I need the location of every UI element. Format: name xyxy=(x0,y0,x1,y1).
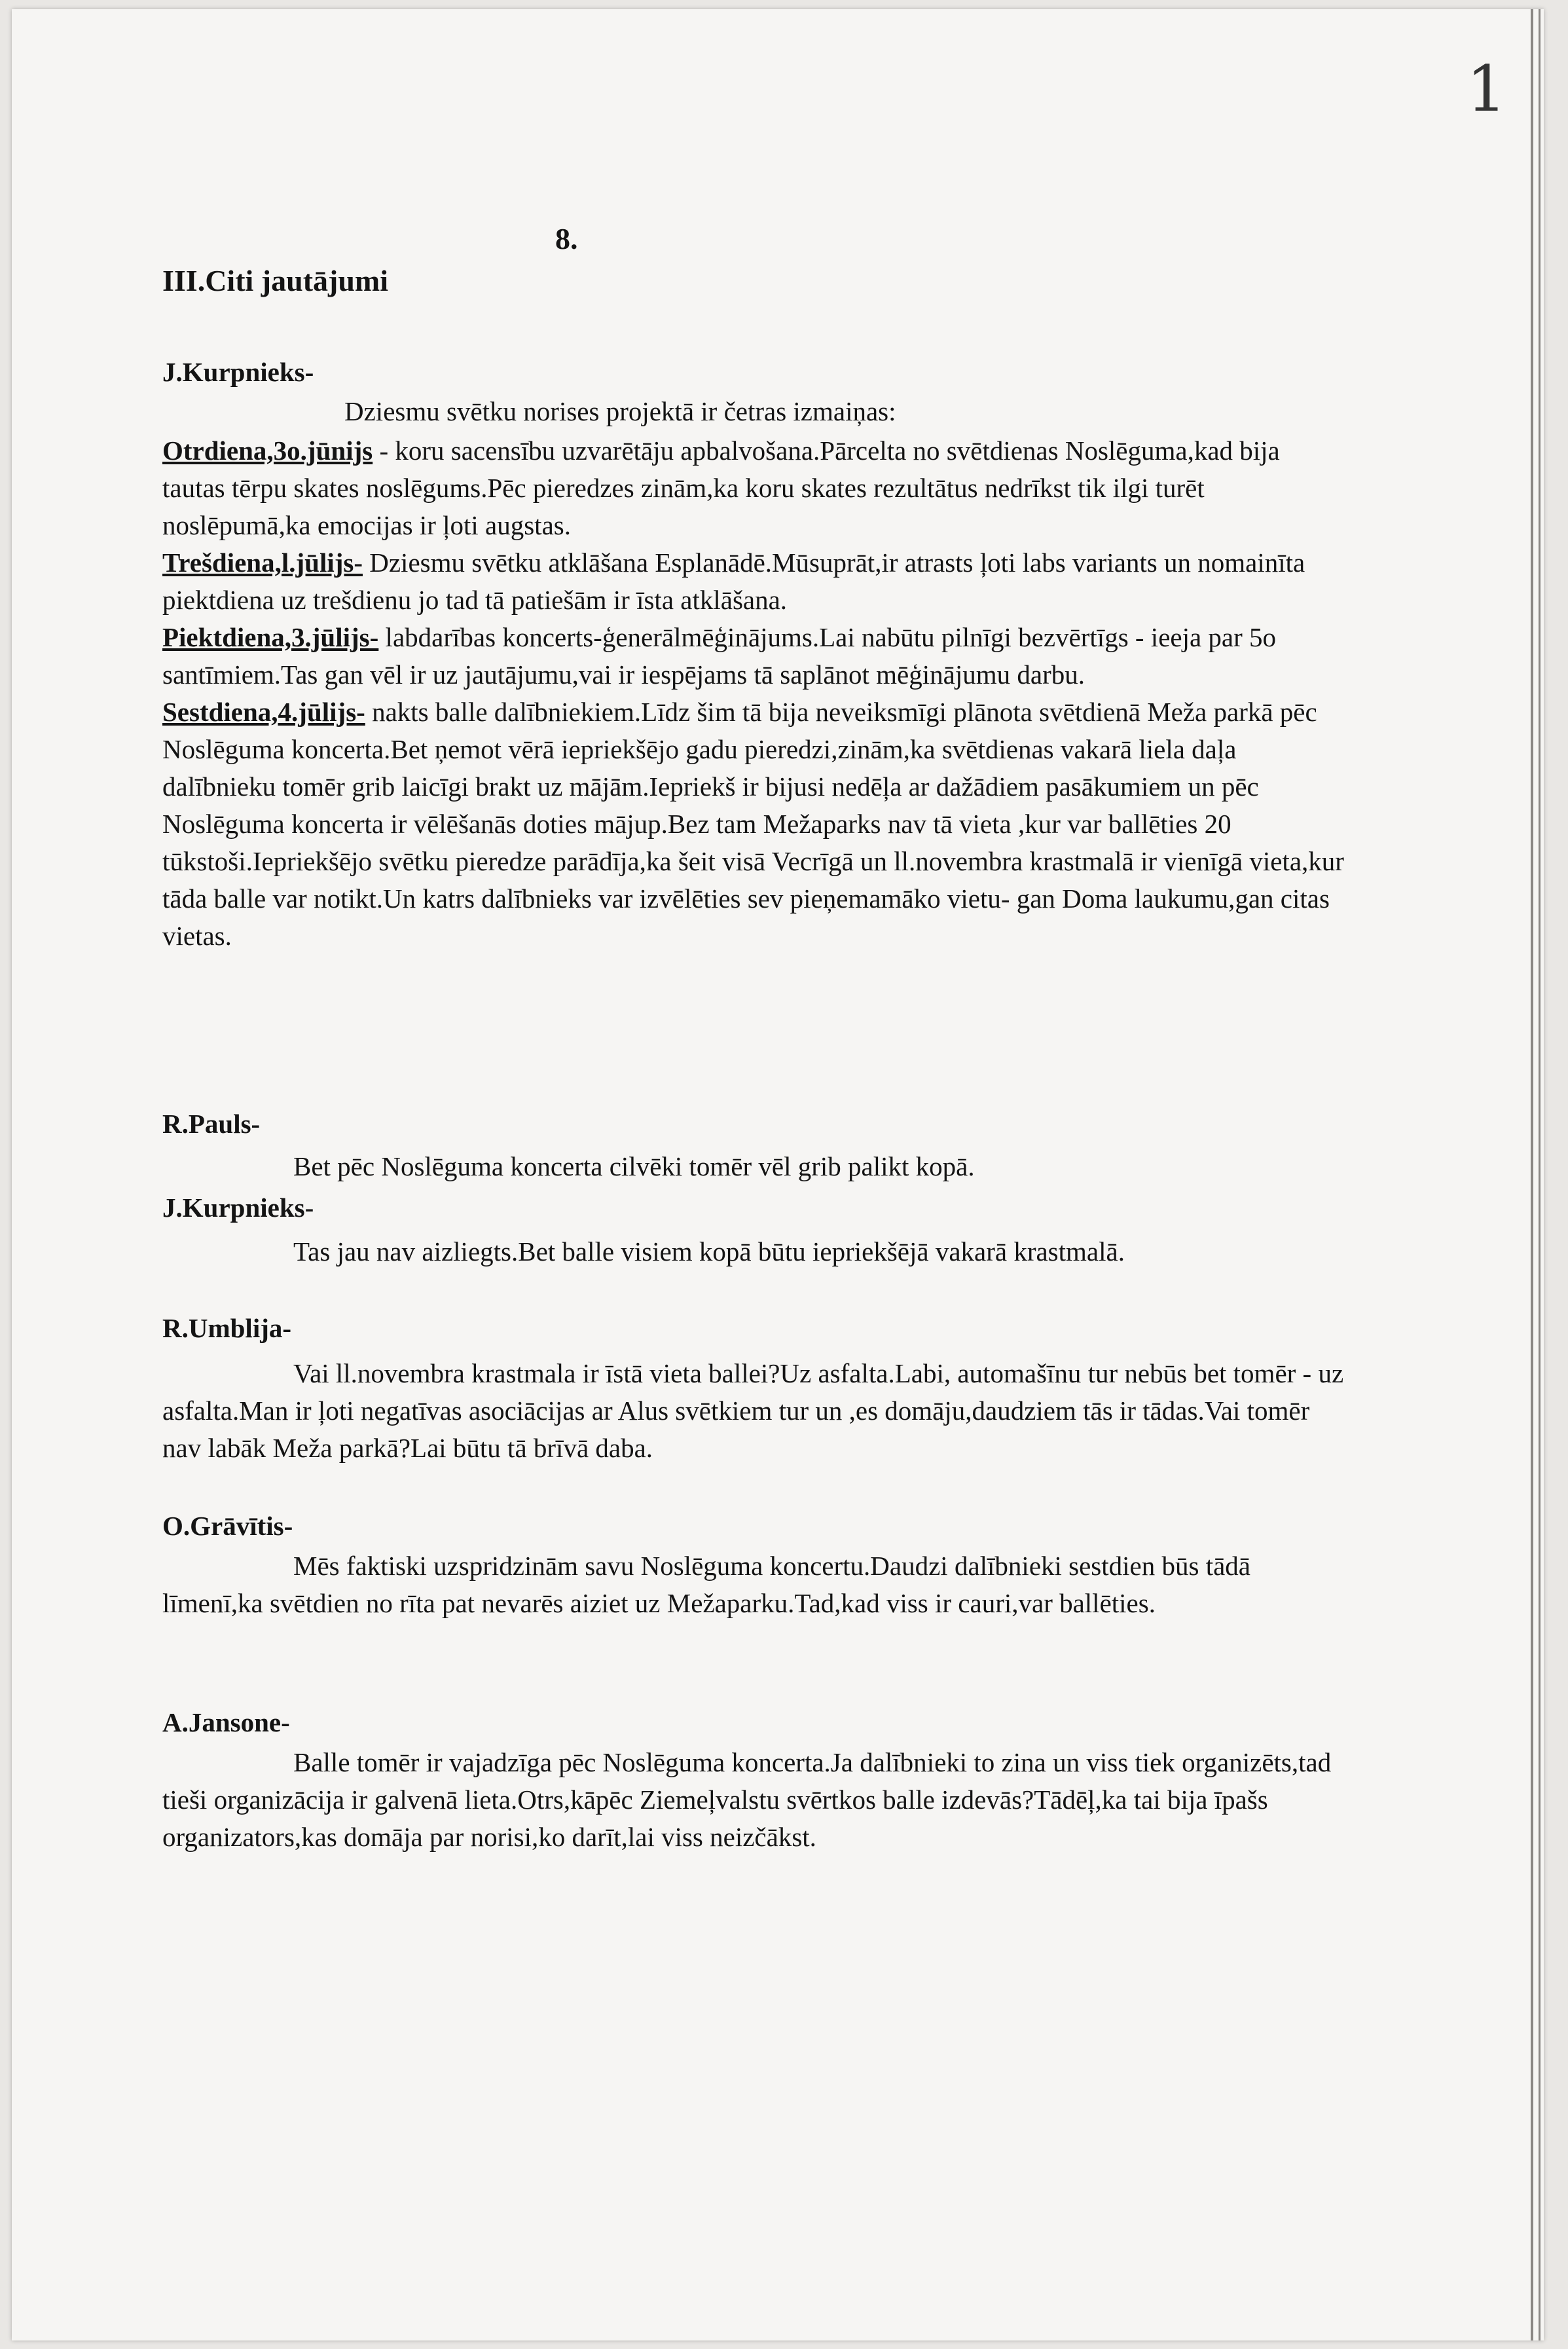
speaker-block-jansone xyxy=(162,1704,1347,1856)
speaker-name: O.Grāvītis- xyxy=(162,1511,293,1541)
section-title: III.Citi jautājumi xyxy=(162,264,389,297)
day3-label: Piektdiena,3.jūlijs- xyxy=(162,622,379,652)
day4-label: Sestdiena,4.jūlijs- xyxy=(162,697,365,727)
day1-paragraph xyxy=(162,432,1347,544)
speaker-text: Tas jau nav aizliegts.Bet balle visiem kopā būtu iepriekšējā vakarā krastmalā. xyxy=(293,1236,1125,1267)
speaker-name: J.Kurpnieks- xyxy=(162,1193,314,1223)
day2-label: Trešdiena,l.jūlijs- xyxy=(162,547,363,578)
day3-text: labdarības koncerts-ģenerālmēģinājums.Lai nabūtu pilnīgi bezvērtīgs - ieeja par 5o santīmiem.Tas gan vēl ir uz jautājumu,vai ir iespējams tā saplānot mēģinājumu darbu. xyxy=(162,622,1277,690)
speaker-block-kurpnieks-1 xyxy=(162,354,1347,955)
intro-text: Dziesmu svētku norises projektā ir četras izmaiņas: xyxy=(344,396,896,426)
speaker-text: Vai ll.novembra krastmala ir īstā vieta ballei?Uz asfalta.Labi, automašīnu tur nebūs bet tomēr - uz asfalta.Man ir ļoti negatīvas asociācijas ar Alus svētkiem tur un ,es domāju,daudziem tās ir tādas.Vai tomēr nav labāk Meža parkā?Lai būtu tā brīvā daba. xyxy=(162,1358,1344,1463)
speaker-block-umblija xyxy=(162,1310,1347,1467)
speaker-name: J.Kurpnieks- xyxy=(162,357,314,387)
speaker-block-pauls xyxy=(162,1105,1347,1185)
day1-text: - koru sacensību uzvarētāju apbalvošana.Pārcelta no svētdienas Noslēguma,kad bija tautas tērpu skates noslēgums.Pēc pieredzes zinām,ka koru skates rezultātus nedrīkst tik ilgi turēt noslēpumā,ka emocijas ir ļoti augstas. xyxy=(162,435,1280,540)
page-edge-right-2 xyxy=(1539,9,1541,2340)
day3-paragraph xyxy=(162,619,1347,694)
speaker-name: R.Pauls- xyxy=(162,1109,261,1139)
day2-text: Dziesmu svētku atklāšana Esplanādē.Mūsuprāt,ir atrasts ļoti labs variants un nomainīta piektdiena uz trešdienu jo tad tā patiešām ir īsta atklāšana. xyxy=(162,547,1305,615)
day4-paragraph xyxy=(162,694,1347,955)
speaker-name: A.Jansone- xyxy=(162,1707,290,1737)
day1-label: Otrdiena,3o.jūnijs xyxy=(162,435,373,466)
speaker-name: R.Umblija- xyxy=(162,1313,292,1343)
day2-paragraph xyxy=(162,544,1347,619)
speaker-block-kurpnieks-2 xyxy=(162,1189,1347,1270)
speaker-text: Mēs faktiski uzspridzinām savu Noslēguma koncertu.Daudzi dalībnieki sestdien būs tādā līmenī,ka svētdien no rīta pat nevarēs aiziet uz Mežaparku.Tad,kad viss ir cauri,var ballēties. xyxy=(162,1551,1250,1618)
corner-page-mark: 1 xyxy=(1467,52,1507,126)
day4-text: nakts balle dalībniekiem.Līdz šim tā bija neveiksmīgi plānota svētdienā Meža parkā pēc Noslēguma koncerta.Bet ņemot vērā iepriekšējo gadu pieredzi,zinām,ka svētdienas vakarā liela daļa dalībnieku tomēr grib laicīgi brakt uz mājām.Iepriekš ir bijusi nedēļa ar dažādiem pasākumiem un pēc Noslēguma koncerta ir vēlēšanās doties mājup.Bez tam Mežaparks nav tā vieta ,kur var ballēties 20 tūkstoši.Iepriekšējo svētku pieredze parādīja,ka šeit visā Vecrīgā un ll.novembra krastmalā ir vienīgā vieta,kur tāda balle var notikt.Un katrs dalībnieks var izvēlēties sev pieņemamāko vietu- gan Doma laukumu,gan citas vietas. xyxy=(162,697,1344,951)
page-edge-right xyxy=(1531,9,1533,2340)
speaker-text: Balle tomēr ir vajadzīga pēc Noslēguma koncerta.Ja dalībnieki to zina un viss tiek organizēts,tad tieši organizācija ir galvenā lieta.Otrs,kāpēc Ziemeļvalstu svērtkos balle izdevās?Tādēļ,ka tai bija īpašs organizators,kas domāja par norisi,ko darīt,lai viss neizčākst. xyxy=(162,1747,1332,1852)
page-number: 8. xyxy=(555,222,578,255)
speaker-block-gravitis xyxy=(162,1507,1347,1622)
speaker-text: Bet pēc Noslēguma koncerta cilvēki tomēr vēl grib palikt kopā. xyxy=(293,1151,975,1181)
